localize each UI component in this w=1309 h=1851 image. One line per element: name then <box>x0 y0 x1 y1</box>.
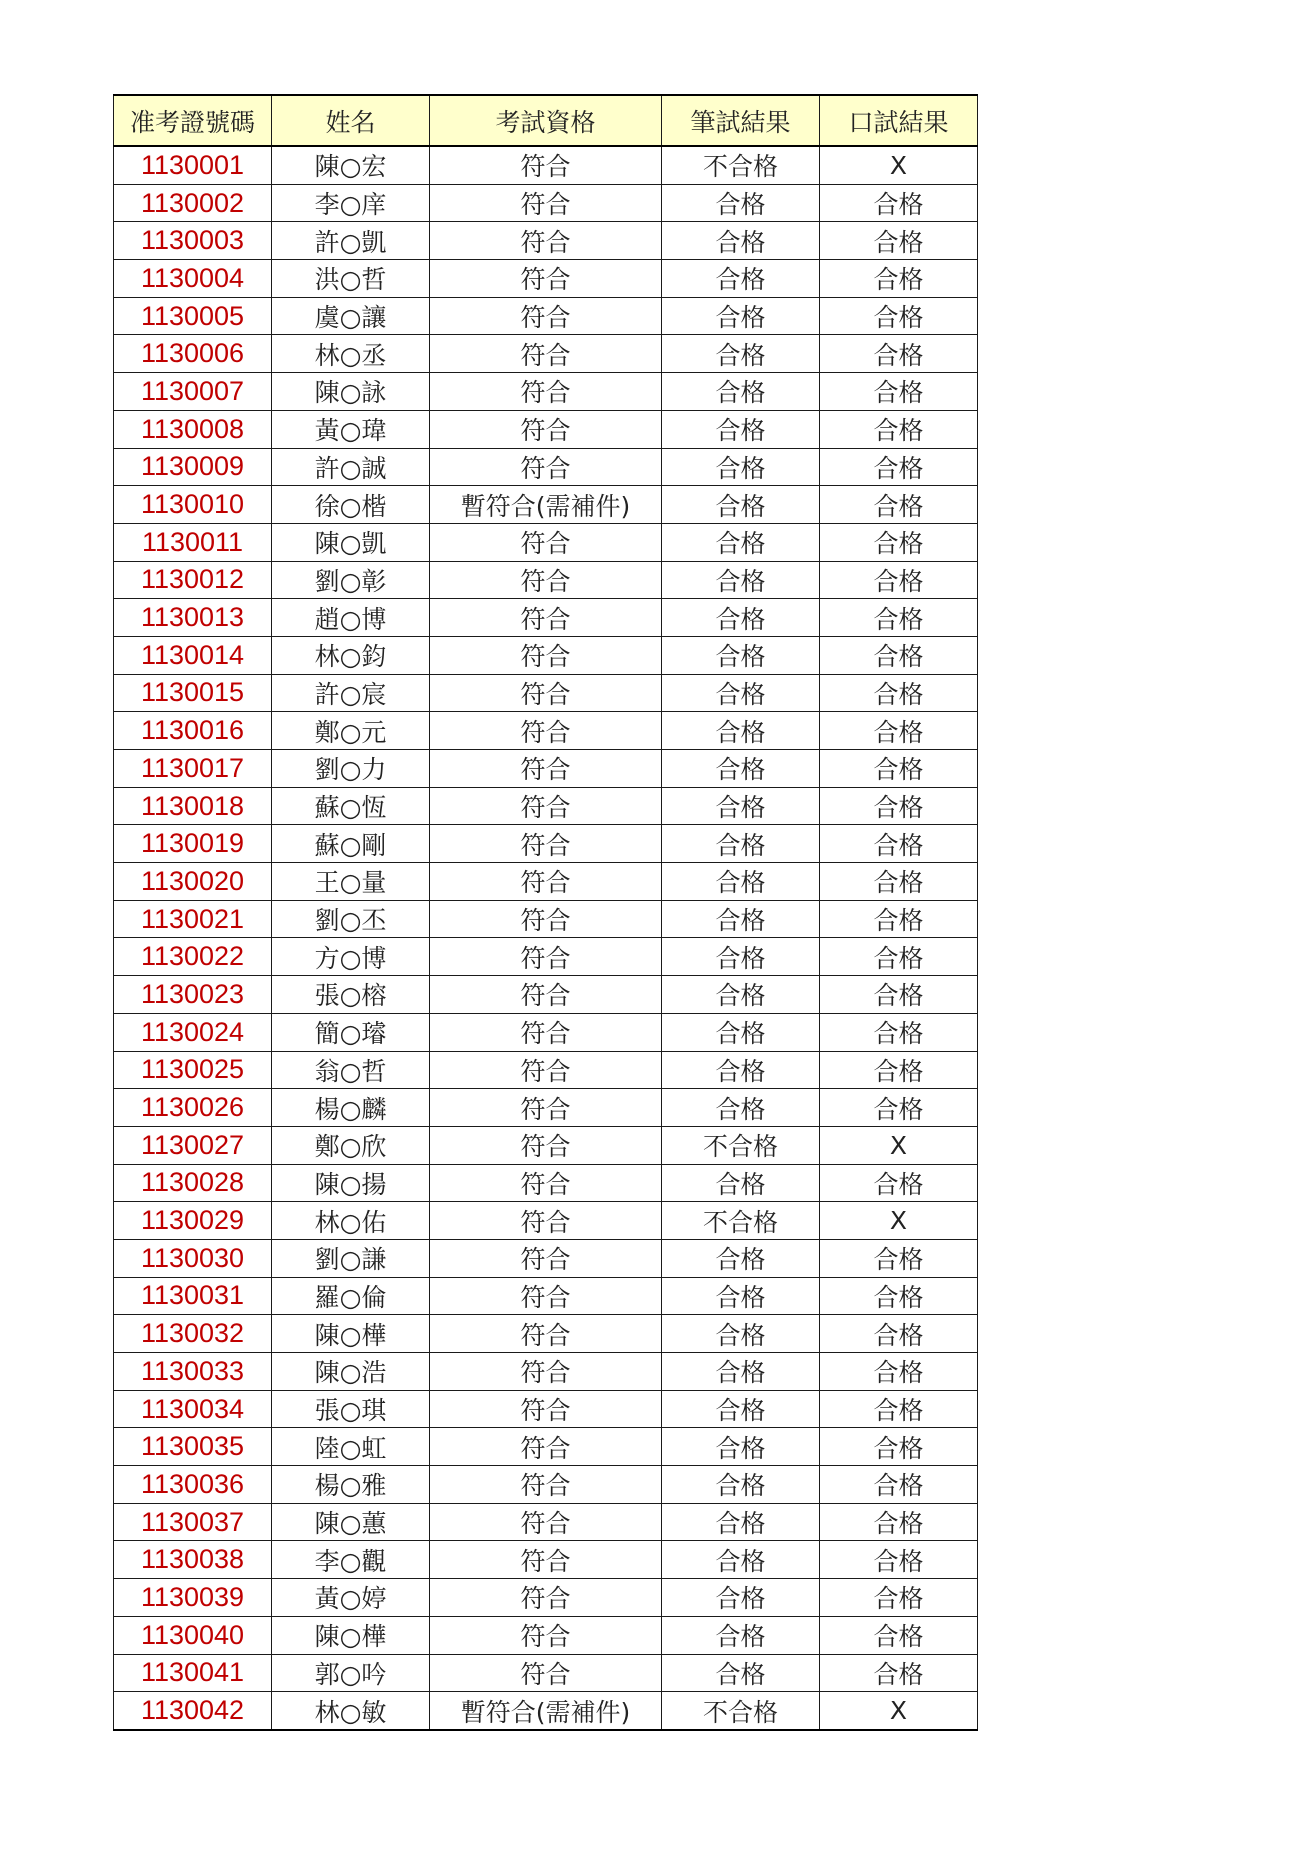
admission-number-cell: 1130002 <box>114 184 272 222</box>
name-cell: 張○榕 <box>272 976 430 1014</box>
written-result-cell: 合格 <box>662 1428 820 1466</box>
eligibility-cell: 符合 <box>430 750 662 788</box>
admission-number-cell: 1130012 <box>114 561 272 599</box>
eligibility-cell: 符合 <box>430 787 662 825</box>
eligibility-cell: 暫符合(需補件) <box>430 486 662 524</box>
written-result-cell: 合格 <box>662 1315 820 1353</box>
oral-result-cell: 合格 <box>820 1315 978 1353</box>
oral-result-cell: 合格 <box>820 1390 978 1428</box>
admission-number-cell: 1130008 <box>114 410 272 448</box>
name-cell: 蘇○剛 <box>272 825 430 863</box>
admission-number-cell: 1130025 <box>114 1051 272 1089</box>
name-cell: 劉○力 <box>272 750 430 788</box>
table-row <box>114 825 978 863</box>
admission-number-cell: 1130006 <box>114 335 272 373</box>
table-row <box>114 410 978 448</box>
oral-result-cell: 合格 <box>820 184 978 222</box>
eligibility-cell: 符合 <box>430 1164 662 1202</box>
oral-result-cell: 合格 <box>820 900 978 938</box>
oral-result-cell: 合格 <box>820 1428 978 1466</box>
written-result-cell: 合格 <box>662 486 820 524</box>
table-row <box>114 1428 978 1466</box>
table-row <box>114 1126 978 1164</box>
header-oral-result: 口試結果 <box>820 95 978 146</box>
eligibility-cell: 符合 <box>430 1051 662 1089</box>
name-cell: 陸○虹 <box>272 1428 430 1466</box>
eligibility-cell: 符合 <box>430 1202 662 1240</box>
name-cell: 簡○璿 <box>272 1013 430 1051</box>
admission-number-cell: 1130019 <box>114 825 272 863</box>
table-row <box>114 1239 978 1277</box>
oral-result-cell: 合格 <box>820 1239 978 1277</box>
written-result-cell: 合格 <box>662 260 820 298</box>
eligibility-cell: 符合 <box>430 1616 662 1654</box>
table-row <box>114 636 978 674</box>
table-row <box>114 787 978 825</box>
table-row <box>114 260 978 298</box>
eligibility-cell: 符合 <box>430 976 662 1014</box>
eligibility-cell: 符合 <box>430 146 662 184</box>
eligibility-cell: 符合 <box>430 1013 662 1051</box>
written-result-cell: 合格 <box>662 1277 820 1315</box>
name-cell: 楊○雅 <box>272 1466 430 1504</box>
admission-number-cell: 1130004 <box>114 260 272 298</box>
eligibility-cell: 符合 <box>430 184 662 222</box>
table-row <box>114 1503 978 1541</box>
table-row <box>114 184 978 222</box>
written-result-cell: 合格 <box>662 1616 820 1654</box>
eligibility-cell: 符合 <box>430 448 662 486</box>
written-result-cell: 合格 <box>662 297 820 335</box>
table-row <box>114 486 978 524</box>
written-result-cell: 合格 <box>662 373 820 411</box>
table-row <box>114 599 978 637</box>
header-name: 姓名 <box>272 95 430 146</box>
name-cell: 羅○倫 <box>272 1277 430 1315</box>
name-cell: 李○庠 <box>272 184 430 222</box>
written-result-cell: 合格 <box>662 523 820 561</box>
oral-result-cell: 合格 <box>820 410 978 448</box>
written-result-cell: 合格 <box>662 410 820 448</box>
name-cell: 翁○哲 <box>272 1051 430 1089</box>
name-cell: 陳○宏 <box>272 146 430 184</box>
admission-number-cell: 1130027 <box>114 1126 272 1164</box>
admission-number-cell: 1130030 <box>114 1239 272 1277</box>
written-result-cell: 合格 <box>662 900 820 938</box>
admission-number-cell: 1130032 <box>114 1315 272 1353</box>
oral-result-cell: 合格 <box>820 260 978 298</box>
table-row <box>114 1051 978 1089</box>
eligibility-cell: 符合 <box>430 222 662 260</box>
written-result-cell: 合格 <box>662 674 820 712</box>
oral-result-cell: 合格 <box>820 787 978 825</box>
admission-number-cell: 1130014 <box>114 636 272 674</box>
written-result-cell: 不合格 <box>662 146 820 184</box>
oral-result-cell: 合格 <box>820 750 978 788</box>
name-cell: 方○博 <box>272 938 430 976</box>
eligibility-cell: 符合 <box>430 1277 662 1315</box>
oral-result-cell: 合格 <box>820 1051 978 1089</box>
oral-result-cell: 合格 <box>820 1277 978 1315</box>
name-cell: 王○量 <box>272 863 430 901</box>
eligibility-cell: 符合 <box>430 1466 662 1504</box>
admission-number-cell: 1130009 <box>114 448 272 486</box>
admission-number-cell: 1130022 <box>114 938 272 976</box>
name-cell: 鄭○欣 <box>272 1126 430 1164</box>
written-result-cell: 合格 <box>662 712 820 750</box>
written-result-cell: 合格 <box>662 1541 820 1579</box>
table-body <box>114 146 978 1730</box>
written-result-cell: 合格 <box>662 750 820 788</box>
written-result-cell: 合格 <box>662 1503 820 1541</box>
name-cell: 陳○揚 <box>272 1164 430 1202</box>
oral-result-cell: 合格 <box>820 1541 978 1579</box>
admission-number-cell: 1130039 <box>114 1579 272 1617</box>
name-cell: 楊○麟 <box>272 1089 430 1127</box>
oral-result-cell: 合格 <box>820 1164 978 1202</box>
eligibility-cell: 符合 <box>430 863 662 901</box>
oral-result-cell: 合格 <box>820 297 978 335</box>
name-cell: 徐○楷 <box>272 486 430 524</box>
admission-number-cell: 1130037 <box>114 1503 272 1541</box>
table-row <box>114 674 978 712</box>
admission-number-cell: 1130029 <box>114 1202 272 1240</box>
eligibility-cell: 符合 <box>430 1315 662 1353</box>
eligibility-cell: 符合 <box>430 297 662 335</box>
name-cell: 劉○謙 <box>272 1239 430 1277</box>
table-header <box>114 95 978 146</box>
admission-number-cell: 1130016 <box>114 712 272 750</box>
eligibility-cell: 符合 <box>430 1654 662 1692</box>
written-result-cell: 合格 <box>662 1579 820 1617</box>
oral-result-cell: 合格 <box>820 976 978 1014</box>
written-result-cell: 合格 <box>662 1013 820 1051</box>
oral-result-cell: 合格 <box>820 561 978 599</box>
eligibility-cell: 符合 <box>430 599 662 637</box>
written-result-cell: 合格 <box>662 787 820 825</box>
written-result-cell: 合格 <box>662 335 820 373</box>
name-cell: 劉○彰 <box>272 561 430 599</box>
oral-result-cell: 合格 <box>820 523 978 561</box>
name-cell: 趙○博 <box>272 599 430 637</box>
name-cell: 郭○吟 <box>272 1654 430 1692</box>
admission-number-cell: 1130018 <box>114 787 272 825</box>
written-result-cell: 不合格 <box>662 1692 820 1730</box>
table-row <box>114 1164 978 1202</box>
oral-result-cell: 合格 <box>820 599 978 637</box>
eligibility-cell: 符合 <box>430 1541 662 1579</box>
table-row <box>114 523 978 561</box>
name-cell: 陳○詠 <box>272 373 430 411</box>
name-cell: 陳○樺 <box>272 1315 430 1353</box>
table-row <box>114 976 978 1014</box>
oral-result-cell: 合格 <box>820 712 978 750</box>
eligibility-cell: 符合 <box>430 636 662 674</box>
name-cell: 陳○凱 <box>272 523 430 561</box>
table-row <box>114 1541 978 1579</box>
table-row <box>114 373 978 411</box>
name-cell: 鄭○元 <box>272 712 430 750</box>
name-cell: 黃○瑋 <box>272 410 430 448</box>
oral-result-cell: X <box>820 146 978 184</box>
table-row <box>114 1616 978 1654</box>
written-result-cell: 合格 <box>662 976 820 1014</box>
name-cell: 蘇○恆 <box>272 787 430 825</box>
oral-result-cell: 合格 <box>820 448 978 486</box>
eligibility-cell: 符合 <box>430 900 662 938</box>
written-result-cell: 合格 <box>662 561 820 599</box>
table-row <box>114 1654 978 1692</box>
admission-number-cell: 1130036 <box>114 1466 272 1504</box>
written-result-cell: 合格 <box>662 863 820 901</box>
name-cell: 劉○丕 <box>272 900 430 938</box>
eligibility-cell: 符合 <box>430 523 662 561</box>
header-row <box>114 95 978 146</box>
oral-result-cell: X <box>820 1126 978 1164</box>
table-row <box>114 1579 978 1617</box>
written-result-cell: 合格 <box>662 599 820 637</box>
written-result-cell: 合格 <box>662 1051 820 1089</box>
eligibility-cell: 符合 <box>430 373 662 411</box>
admission-number-cell: 1130035 <box>114 1428 272 1466</box>
eligibility-cell: 符合 <box>430 1239 662 1277</box>
admission-number-cell: 1130005 <box>114 297 272 335</box>
admission-number-cell: 1130003 <box>114 222 272 260</box>
written-result-cell: 合格 <box>662 938 820 976</box>
name-cell: 許○誠 <box>272 448 430 486</box>
table-row <box>114 938 978 976</box>
table-row <box>114 335 978 373</box>
eligibility-cell: 符合 <box>430 260 662 298</box>
eligibility-cell: 符合 <box>430 1428 662 1466</box>
admission-number-cell: 1130042 <box>114 1692 272 1730</box>
name-cell: 李○觀 <box>272 1541 430 1579</box>
table-row <box>114 900 978 938</box>
admission-number-cell: 1130041 <box>114 1654 272 1692</box>
table-row <box>114 1013 978 1051</box>
name-cell: 林○敏 <box>272 1692 430 1730</box>
oral-result-cell: 合格 <box>820 373 978 411</box>
oral-result-cell: 合格 <box>820 1353 978 1391</box>
oral-result-cell: 合格 <box>820 222 978 260</box>
eligibility-cell: 符合 <box>430 410 662 448</box>
admission-number-cell: 1130017 <box>114 750 272 788</box>
written-result-cell: 合格 <box>662 184 820 222</box>
eligibility-cell: 符合 <box>430 335 662 373</box>
oral-result-cell: 合格 <box>820 636 978 674</box>
oral-result-cell: 合格 <box>820 1089 978 1127</box>
name-cell: 陳○樺 <box>272 1616 430 1654</box>
admission-number-cell: 1130034 <box>114 1390 272 1428</box>
oral-result-cell: 合格 <box>820 938 978 976</box>
eligibility-cell: 符合 <box>430 1353 662 1391</box>
name-cell: 虞○讓 <box>272 297 430 335</box>
oral-result-cell: 合格 <box>820 1466 978 1504</box>
admission-number-cell: 1130011 <box>114 523 272 561</box>
admission-number-cell: 1130038 <box>114 1541 272 1579</box>
name-cell: 洪○哲 <box>272 260 430 298</box>
admission-number-cell: 1130023 <box>114 976 272 1014</box>
eligibility-cell: 符合 <box>430 1390 662 1428</box>
admission-number-cell: 1130033 <box>114 1353 272 1391</box>
eligibility-cell: 符合 <box>430 1579 662 1617</box>
name-cell: 張○琪 <box>272 1390 430 1428</box>
name-cell: 林○佑 <box>272 1202 430 1240</box>
admission-number-cell: 1130031 <box>114 1277 272 1315</box>
admission-number-cell: 1130021 <box>114 900 272 938</box>
admission-number-cell: 1130020 <box>114 863 272 901</box>
name-cell: 許○宸 <box>272 674 430 712</box>
written-result-cell: 合格 <box>662 1164 820 1202</box>
name-cell: 黃○婷 <box>272 1579 430 1617</box>
admission-number-cell: 1130040 <box>114 1616 272 1654</box>
written-result-cell: 合格 <box>662 1239 820 1277</box>
admission-number-cell: 1130024 <box>114 1013 272 1051</box>
table-row <box>114 1390 978 1428</box>
header-written-result: 筆試結果 <box>662 95 820 146</box>
name-cell: 陳○蕙 <box>272 1503 430 1541</box>
oral-result-cell: 合格 <box>820 825 978 863</box>
eligibility-cell: 符合 <box>430 712 662 750</box>
written-result-cell: 合格 <box>662 1654 820 1692</box>
table-row <box>114 1692 978 1730</box>
eligibility-cell: 符合 <box>430 825 662 863</box>
oral-result-cell: 合格 <box>820 863 978 901</box>
table-row <box>114 222 978 260</box>
oral-result-cell: 合格 <box>820 1503 978 1541</box>
written-result-cell: 合格 <box>662 448 820 486</box>
eligibility-cell: 符合 <box>430 938 662 976</box>
written-result-cell: 合格 <box>662 1089 820 1127</box>
table-row <box>114 1202 978 1240</box>
admission-number-cell: 1130010 <box>114 486 272 524</box>
admission-number-cell: 1130007 <box>114 373 272 411</box>
table-row <box>114 448 978 486</box>
written-result-cell: 合格 <box>662 825 820 863</box>
oral-result-cell: 合格 <box>820 674 978 712</box>
eligibility-cell: 符合 <box>430 561 662 599</box>
written-result-cell: 不合格 <box>662 1126 820 1164</box>
written-result-cell: 合格 <box>662 222 820 260</box>
table-row <box>114 146 978 184</box>
table-row <box>114 1277 978 1315</box>
admission-number-cell: 1130015 <box>114 674 272 712</box>
table-row <box>114 863 978 901</box>
admission-number-cell: 1130028 <box>114 1164 272 1202</box>
oral-result-cell: X <box>820 1202 978 1240</box>
eligibility-cell: 符合 <box>430 1503 662 1541</box>
oral-result-cell: 合格 <box>820 1654 978 1692</box>
oral-result-cell: 合格 <box>820 335 978 373</box>
written-result-cell: 不合格 <box>662 1202 820 1240</box>
written-result-cell: 合格 <box>662 636 820 674</box>
header-eligibility: 考試資格 <box>430 95 662 146</box>
name-cell: 林○丞 <box>272 335 430 373</box>
table-row <box>114 1353 978 1391</box>
oral-result-cell: X <box>820 1692 978 1730</box>
admission-number-cell: 1130001 <box>114 146 272 184</box>
written-result-cell: 合格 <box>662 1390 820 1428</box>
table-row <box>114 750 978 788</box>
admission-number-cell: 1130026 <box>114 1089 272 1127</box>
oral-result-cell: 合格 <box>820 1616 978 1654</box>
header-admission-number: 准考證號碼 <box>114 95 272 146</box>
table-row <box>114 561 978 599</box>
name-cell: 林○鈞 <box>272 636 430 674</box>
eligibility-cell: 暫符合(需補件) <box>430 1692 662 1730</box>
name-cell: 陳○浩 <box>272 1353 430 1391</box>
exam-results-table <box>113 94 978 1731</box>
table-row <box>114 297 978 335</box>
admission-number-cell: 1130013 <box>114 599 272 637</box>
table-row <box>114 1089 978 1127</box>
oral-result-cell: 合格 <box>820 1579 978 1617</box>
oral-result-cell: 合格 <box>820 1013 978 1051</box>
table-row <box>114 1466 978 1504</box>
eligibility-cell: 符合 <box>430 1126 662 1164</box>
name-cell: 許○凱 <box>272 222 430 260</box>
table-row <box>114 712 978 750</box>
oral-result-cell: 合格 <box>820 486 978 524</box>
written-result-cell: 合格 <box>662 1466 820 1504</box>
eligibility-cell: 符合 <box>430 674 662 712</box>
written-result-cell: 合格 <box>662 1353 820 1391</box>
eligibility-cell: 符合 <box>430 1089 662 1127</box>
table-row <box>114 1315 978 1353</box>
